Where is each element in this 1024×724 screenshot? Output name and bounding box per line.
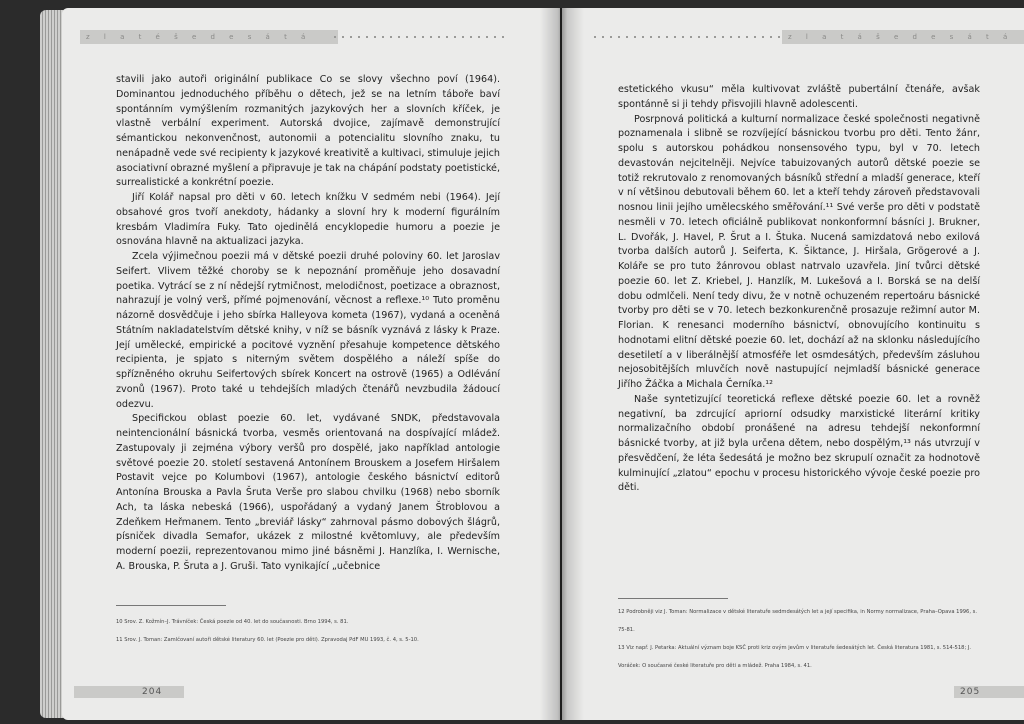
- footnotes-right: [618, 603, 980, 675]
- left-body-text: [116, 73, 500, 575]
- footnote: 12 Podrobněji viz J. Toman: Normalizace v dětské literatuře sedmdesátých let a její specifika, in Normy normalizace, Praha–Opava 1996, s. 75-81.: [618, 609, 978, 633]
- paragraph: estetického vkusu“ měla kultivovat zvláště pubertální čtenáře, avšak spontánně si ji tehdy přisvojili hlavně adolescenti.: [618, 84, 980, 110]
- running-head-left: z l a t é š e d e s á t á: [80, 30, 338, 44]
- paragraph: Specifickou oblast poezie 60. let, vydávané SNDK, představovala neintencionální básnická tvorba, vesměs orientovaná na dospívající mládež. Zastupovaly ji zejména výbory veršů pro dospělé, jako například antologie světové poezie 20. století sestavená Antonínem Brouskem a Josefem Hiršalem Postavit vejce po Kolumbovi (1967), antologie českého básnictví editorů Antonína Brouska a Pavla Šruta Verše pro slabou chvilku (1968) nebo sborník Ach, ta láska nebeská (1966), uspořádaný a vydaný Janem Štroblovou a Zdeňkem Heřmanem. Tento „breviář lásky“ zahrnoval pásmo dobových šlágrů, písniček divadla Semafor, ukázek z milostné květomluvy, ale především moderní poezii, reprezentovanou mimo jiné básněmi J. Hanzlíka, I. Wernische, A. Brouska, P. Šruta a J. Gruši. Tato vynikající „učebnice: [116, 413, 500, 572]
- paragraph: Posrpnová politická a kulturní normalizace české společnosti negativně poznamenala i slibně se rozvíjející básnickou tvorbu pro děti. Tento žánr, spolu s autorskou pohádkou nonsensového typu, byl v 70. letech devastován nejcitelněji. Nejvíce tabuizovaných autorů dětské poezie se totiž rekrutovalo z renomovaných básníků střední a mladší generace, kteří v ní většinou debutovali během 60. let a kteří tehdy zároveň představovali nosnou linii jejího umělecského směřování.¹¹ Své verše pro děti v podstatě nesměli v 70. letech oficiálně publikovat nonkonformní básníci J. Brukner, L. Dvořák, J. Havel, P. Šrut a I. Štuka. Nucená samizdatová nebo exilová tvorba dalších autorů J. Seiferta, K. Šiktance, J. Hiršala, Grögerové a J. Kolářе se pro tuto žánrovou oblast natrvalo uzavřela. Jiní tvůrci dětské poezie 60. let Z. Kriebel, J. Hanzlík, M. Lukešová a I. Borská se na delší dobu odmlčeli. Není tedy divu, že v notně ochuzeném repertoáru básnické tvorby pro děti se v 70. letech bezkonkurenčně prosazuje režimní autor M. Florian. K renesanci moderního básnictví, obnovujícího kontinuitu s hodnotami elitní dětské poezie 60. let, dochází až na sklonku následujícího desetiletí a v liberálnější atmosféře let osmdesátých, především zásluhou nejosobitějších mluvčích nově nastupující nejmladší básnické generace Jiřího Žáčka a Michala Černíka.¹²: [618, 113, 980, 390]
- right-body-text: [618, 83, 980, 496]
- running-head-rule-right: [594, 36, 780, 38]
- paragraph: Zcela výjimečnou poezii má v dětské poezii druhé poloviny 60. let Jaroslav Seifert. Vlivem těžké choroby se k nepoznání proměňuje jeho dosavadní poetika. Vytrácí se z ní nědejší rytmičnost, melodičnost, poetizace a obraznost, nahrazují je volný verš, přímé pojmenování, věcnost a reflexe.¹⁰ Tuto proměnu názorně dosvědčuje i jeho sbírka Halleyova kometa (1967), vydaná a oceněná Státním nakladatelstvím dětské knihy, v níž se básník vyznává z lásky k Praze. Její umělecké, empirické a pocitové vyznění přesahuje kompetence dětského recipienta, je spjato s niterným světem dospělého a náleží spíše do spřízněného okruhu Seifertových sbírek Koncert na ostrově (1965) a Odlévání zvonů (1967). Proto také u tehdejších mladých čtenářů nevzbudila žádoucí odezvu.: [116, 251, 500, 410]
- footnote: 10 Srov. Z. Kožmín–J. Trávníček: Česká poezie od 40. let do současnosti. Brno 1994, s. 81.: [116, 619, 349, 625]
- paragraph: Naše syntetizující teoretická reflexe dětské poezie 60. let a rovněž negativní, ba zdrcující apriorní odsudky marxistické literární kritiky normalizačního období pronášené na adresu tehdejší nekonformní básnické tvorby, at již byla určena dětem, nebo dospělým,¹³ nás utvrzují v přesvědčení, že léta šedesátá je možno bez skrupulí označit za hodnotově kulminující „zlatou“ epochu v procesu historického vývoje české poezie pro děti.: [618, 393, 980, 494]
- footnote-divider-left: [116, 605, 226, 606]
- footnote-divider-right: [618, 598, 728, 599]
- footnote: 11 Srov. J. Toman: Zamlčovaní autoři dětské literatury 60. let (Poezie pro děti). Zpravodaj PdF MU 1993, č. 4, s. 5-10.: [116, 637, 419, 643]
- footnote: 13 Viz např. J. Petarka: Aktuální význam boje KSČ proti kriz ovým jevům v literatuře šedesátých let. Česká literatura 1981, s. 514-518; J. Voráček: O současné české literatuře pro děti a mládež. Praha 1984, s. 41.: [618, 645, 972, 669]
- paragraph: stavili jako autoři originální publikace Co se slovy všechno poví (1964). Dominantou jednoduchého příběhu o dětech, jež se na letním táboře baví spontánním vymýšlením rozmanitých jazykových her a slovních kříček, je vlastně verbální experiment. Autorská dvojice, zajímavě demonstrující sémantickou nekonvenčnost, autonomii a potencialitu slovního znaku, tu nenápadně vede své recipienty k jazykové kreativitě a kultivaci, stimuluje jejich asociativní obrazné myšlení a připravuje je tak na chápání podstaty poetistické, surrealistické a konkrétní poezie.: [116, 74, 500, 189]
- book-gutter-shadow: [540, 8, 584, 720]
- footnotes-left: [116, 613, 500, 649]
- page-number-right: 205: [954, 686, 1024, 698]
- running-head-rule-left: [334, 36, 504, 38]
- page-number-left: 204: [74, 686, 184, 698]
- paragraph: Jiří Kolář napsal pro děti v 60. letech knížku V sedmém nebi (1964). Její obsahové gros tvoří anekdoty, hádanky a slovní hry k moderní figurálním kresbám Vladimíra Fuky. Tato ojedinělá encyklopedie humoru a poezie je osnována hlavně na aktualizaci jazyka.: [116, 192, 500, 248]
- running-head-right: z l a t á š e d e s á t á: [782, 30, 1024, 44]
